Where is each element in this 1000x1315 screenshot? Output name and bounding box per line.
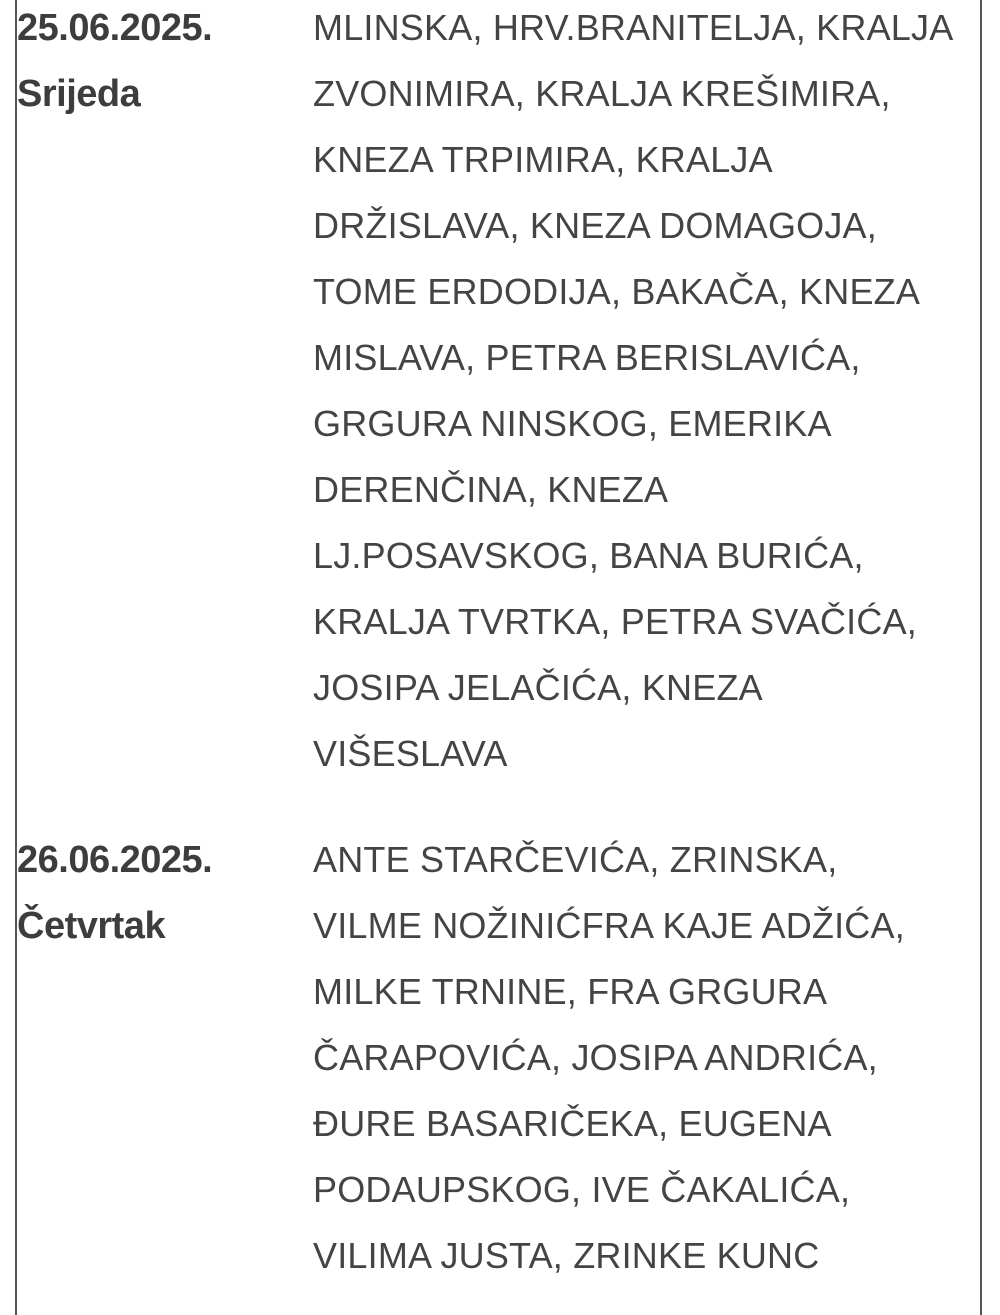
street-line: ANTE STARČEVIĆA, ZRINSKA, bbox=[313, 839, 838, 880]
schedule-table bbox=[15, 0, 982, 1315]
date-text: 26.06.2025. bbox=[17, 839, 213, 881]
street-line: MISLAVA, PETRA BERISLAVIĆA, bbox=[313, 337, 861, 378]
street-line: KNEZA TRPIMIRA, KRALJA bbox=[313, 139, 773, 180]
street-line: ĐURE BASARIČEKA, EUGENA bbox=[313, 1103, 832, 1144]
day-text: Četvrtak bbox=[17, 905, 166, 947]
street-line: PODAUPSKOG, IVE ČAKALIĆA, bbox=[313, 1169, 851, 1210]
date-cell bbox=[17, 827, 302, 959]
street-line: VIŠESLAVA bbox=[313, 733, 508, 774]
street-line: MILKE TRNINE, FRA GRGURA bbox=[313, 971, 828, 1012]
street-line: LJ.POSAVSKOG, BANA BURIĆA, bbox=[313, 535, 864, 576]
street-line: KRALJA TVRTKA, PETRA SVAČIĆA, bbox=[313, 601, 918, 642]
street-line: JOSIPA JELAČIĆA, KNEZA bbox=[313, 667, 763, 708]
day-text: Srijeda bbox=[17, 73, 141, 115]
streets-cell bbox=[313, 827, 983, 1289]
street-line: VILME NOŽINIĆFRA KAJE ADŽIĆA, bbox=[313, 905, 905, 946]
date-text: 25.06.2025. bbox=[17, 7, 213, 49]
street-line: MLINSKA, HRV.BRANITELJA, KRALJA bbox=[313, 7, 954, 48]
streets-cell bbox=[313, 0, 983, 787]
street-line: GRGURA NINSKOG, EMERIKA bbox=[313, 403, 832, 444]
street-line: TOME ERDODIJA, BAKAČA, KNEZA bbox=[313, 271, 921, 312]
street-line: VILIMA JUSTA, ZRINKE KUNC bbox=[313, 1235, 820, 1276]
street-line: ZVONIMIRA, KRALJA KREŠIMIRA, bbox=[313, 73, 891, 114]
street-line: DRŽISLAVA, KNEZA DOMAGOJA, bbox=[313, 205, 877, 246]
street-line: DERENČINA, KNEZA bbox=[313, 469, 669, 510]
street-line: ČARAPOVIĆA, JOSIPA ANDRIĆA, bbox=[313, 1037, 878, 1078]
date-cell bbox=[17, 0, 302, 127]
